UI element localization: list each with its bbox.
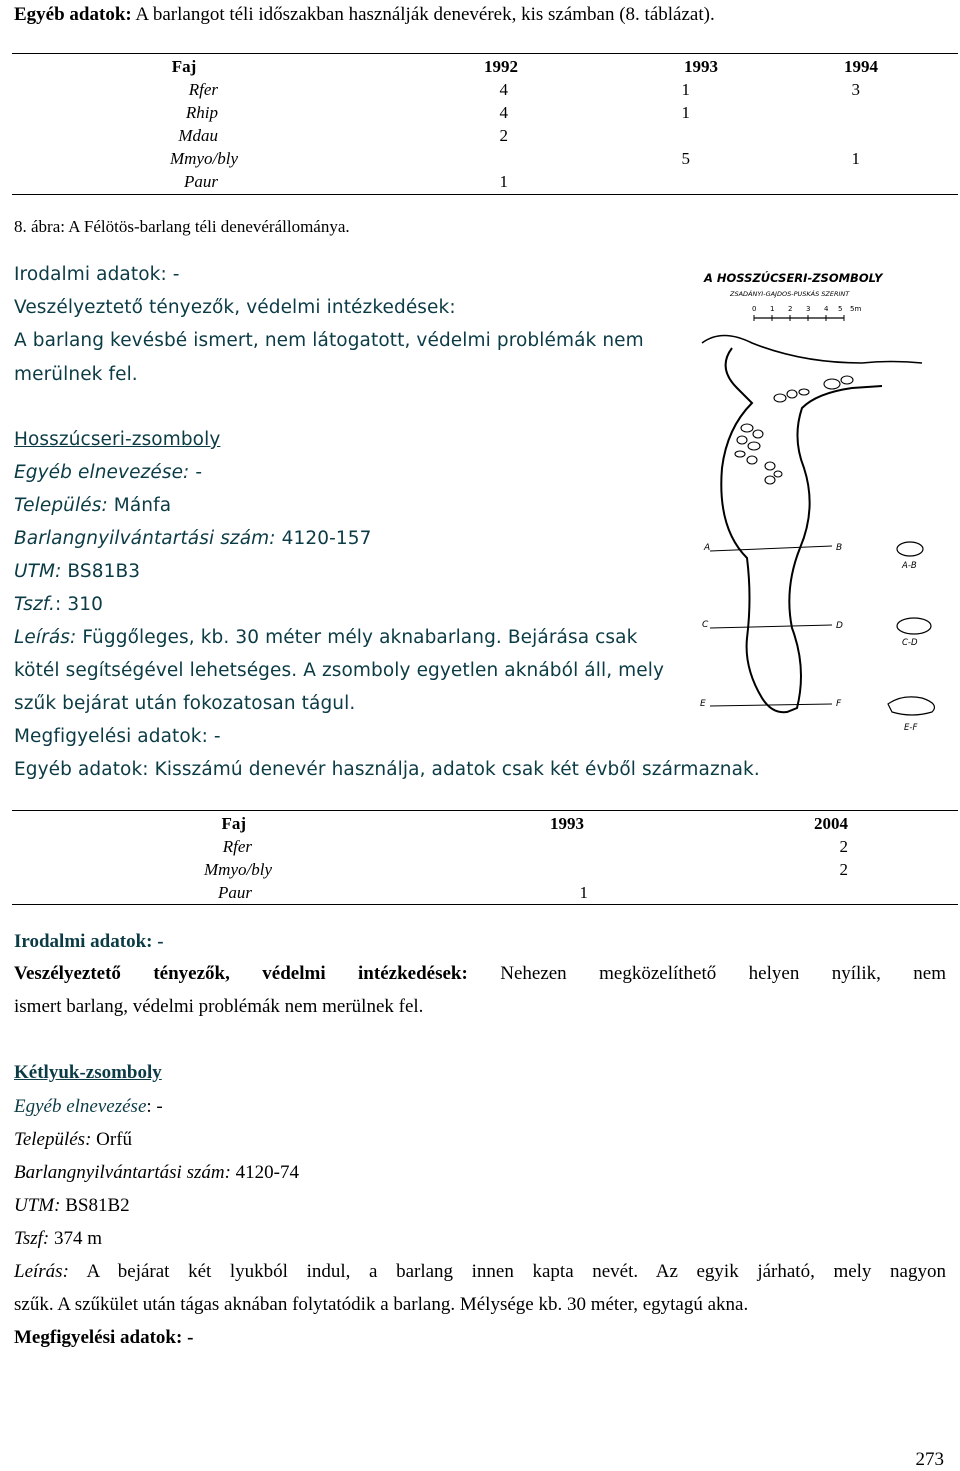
s2-leiras-text1: Függőleges, kb. 30 méter mély aknabarlang. Bejárása csak: [76, 627, 638, 648]
scale-label: 5: [838, 305, 843, 313]
s4-leiras-text1: A bejárat két lyukból indul, a barlang innen kapta nevét. Az egyik járható, mely nagyon: [68, 1261, 946, 1282]
intro-line: [14, 4, 715, 26]
s1-veszely-line1: A barlang kevésbé ismert, nem látogatott, védelmi problémák nem: [14, 330, 644, 351]
s2-title: Hosszúcseri-zsomboly: [14, 429, 221, 450]
table-cell: [518, 170, 718, 193]
s2-egyeb: [14, 462, 202, 484]
s4-telepules: [14, 1129, 132, 1151]
map-section-ef: [888, 697, 934, 715]
s1-veszely-label: Veszélyeztető tényezők, védelmi intézkedések:: [14, 297, 456, 318]
s1-irodalmi: [14, 264, 180, 286]
table1-header-row: [12, 55, 958, 78]
map-label: C: [702, 620, 709, 630]
table-row: [12, 124, 958, 147]
s2-egyeb-adatok: [14, 759, 760, 781]
map-subtitle: ZSADÁNYI-GAJDOS-PUSKÁS SZERINT: [730, 290, 850, 298]
table-cell: [588, 881, 958, 904]
s3-veszely-line1: [14, 963, 946, 985]
s2-egyeb-label: Egyéb elnevezése:: [14, 462, 190, 483]
table-cell: [518, 124, 718, 147]
s2-leiras-label: Leírás:: [14, 627, 77, 648]
table-row: [12, 101, 958, 124]
s2-tszf-value: : 310: [55, 594, 103, 615]
s2-leiras-line2: kötél segítségével lehetséges. A zsomboly egyetlen aknából áll, mely: [14, 660, 665, 681]
s2-megfig: [14, 726, 221, 748]
table1-bottom-rule: [12, 194, 958, 195]
s2-szam-label: Barlangnyilvántartási szám:: [14, 528, 276, 549]
intro-label: Egyéb adatok:: [14, 4, 132, 25]
table-cell: Rfer: [188, 80, 218, 99]
table2-header-row: [12, 812, 958, 835]
s2-egyeb-value: -: [189, 462, 203, 483]
map-label: E: [700, 699, 706, 709]
s2-tszf: [14, 594, 103, 616]
s4-egyeb-label: Egyéb elnevezése: [14, 1096, 147, 1117]
table-cell: 2: [839, 837, 848, 856]
table-cell: Mmyo/bly: [204, 860, 272, 879]
table-cell: [718, 101, 958, 124]
s1-veszely-heading: [14, 297, 456, 319]
table-row: [12, 170, 958, 193]
table-row: [12, 858, 958, 881]
table-cell: Paur: [218, 883, 252, 902]
table-row: [12, 881, 958, 904]
table1: [12, 55, 958, 193]
table-cell: 4: [499, 80, 508, 99]
scale-label: 3: [806, 305, 811, 313]
table-row: [12, 78, 958, 101]
s4-szam: [14, 1162, 299, 1184]
table-cell: 2: [499, 126, 508, 145]
s2-szam: [14, 528, 372, 550]
s4-utm: [14, 1195, 130, 1217]
s4-szam-value: 4120-74: [230, 1162, 299, 1183]
map-surface: [702, 336, 922, 364]
table-cell: [278, 147, 518, 170]
table2-header: 1993: [550, 814, 584, 833]
s4-utm-label: UTM:: [14, 1195, 61, 1216]
table1-header: 1993: [684, 57, 718, 76]
scale-label: 0: [752, 305, 757, 313]
page-number: 273: [915, 1449, 944, 1470]
s4-tszf: [14, 1228, 102, 1250]
map-title: A HOSSZÚCSERI-ZSOMBOLY: [704, 271, 883, 285]
s2-telepules-label: Település:: [14, 495, 108, 516]
s4-egyeb: [14, 1096, 163, 1118]
s2-utm-label: UTM:: [14, 561, 62, 582]
s3-irodalmi: Irodalmi adatok: -: [14, 931, 164, 952]
table2-bottom-rule: [12, 904, 958, 905]
map-label: A-B: [902, 561, 917, 571]
s2-egyeb-adatok-value: Kisszámú denevér használja, adatok csak két évből származnak.: [148, 759, 760, 780]
s3-veszely-label: Veszélyeztető tényezők, védelmi intézkedések:: [14, 963, 468, 984]
map-label: F: [836, 699, 842, 709]
table-cell: Rhip: [185, 103, 218, 122]
table-cell: 4: [499, 103, 508, 122]
s3-veszely-text1: Nehezen megközelíthető helyen nyílik, nem: [467, 963, 946, 984]
map-label: A: [704, 543, 711, 553]
table1-header: Faj: [171, 57, 197, 76]
s4-telepules-value: Orfű: [91, 1129, 133, 1150]
s4-leiras-line1: [14, 1261, 946, 1283]
map-label: B: [836, 543, 843, 553]
scale-label: 4: [824, 305, 829, 313]
table-cell: Mmyo/bly: [170, 149, 238, 168]
s2-utm-value: BS81B3: [61, 561, 141, 582]
table1-caption: 8. ábra: A Félötös-barlang téli denevérállománya.: [14, 217, 350, 236]
table-cell: 3: [851, 80, 860, 99]
table-cell: 1: [579, 883, 588, 902]
map-shaft-outline: [721, 348, 882, 712]
s4-telepules-label: Település:: [14, 1129, 92, 1150]
s4-leiras-label: Leírás:: [14, 1261, 69, 1282]
table-cell: 1: [681, 80, 690, 99]
s4-megfig: Megfigyelési adatok: -: [14, 1327, 194, 1348]
table-cell: [272, 835, 588, 858]
table-cell: [272, 858, 588, 881]
s2-megfig-value: : -: [201, 726, 221, 747]
s3-veszely-line2: ismert barlang, védelmi problémák nem merülnek fel.: [14, 996, 424, 1017]
table-cell: Paur: [184, 172, 218, 191]
table2-header: Faj: [221, 814, 246, 833]
s1-veszely-line2: merülnek fel.: [14, 364, 138, 385]
s4-leiras-line2: szűk. A szűkület után tágas aknában folytatódik a barlang. Mélysége kb. 30 méter, egytagú akna.: [14, 1294, 749, 1315]
table-cell: 1: [851, 149, 860, 168]
s2-szam-value: 4120-157: [275, 528, 372, 549]
table1-header: 1992: [484, 57, 518, 76]
s2-telepules-value: Mánfa: [107, 495, 172, 516]
table1-header: 1994: [844, 57, 878, 76]
scale-label: 1: [770, 305, 775, 313]
table1-top-rule: [12, 53, 958, 54]
intro-text: A barlangot téli időszakban használják denevérek, kis számban (8. táblázat).: [131, 4, 715, 25]
table-cell: 1: [681, 103, 690, 122]
table-cell: Mdau: [178, 126, 218, 145]
s1-irodalmi-text: Irodalmi adatok: -: [14, 264, 180, 285]
map-label: E-F: [904, 723, 918, 733]
map-section-ab: [897, 542, 923, 556]
map-scale-bar: [752, 305, 861, 321]
table-row: [12, 147, 958, 170]
map-label: D: [836, 621, 843, 631]
table-cell: 2: [839, 860, 848, 879]
map-label: C-D: [902, 638, 918, 648]
table2: [12, 812, 958, 904]
table-cell: 5: [681, 149, 690, 168]
s4-szam-label: Barlangnyilvántartási szám:: [14, 1162, 231, 1183]
table-cell: Rfer: [222, 837, 252, 856]
table-row: [12, 835, 958, 858]
s4-title: Kétlyuk-zsomboly: [14, 1062, 162, 1083]
s2-utm: [14, 561, 140, 583]
table-cell: [718, 124, 958, 147]
scale-label: 5m: [850, 305, 862, 313]
s2-megfig-label: Megfigyelési adatok: [14, 726, 202, 747]
table-cell: [718, 170, 958, 193]
table-cell: 1: [499, 172, 508, 191]
scale-label: 2: [788, 305, 793, 313]
s4-utm-value: BS81B2: [60, 1195, 130, 1216]
s2-leiras-line3: szűk bejárat után fokozatosan tágul.: [14, 693, 356, 714]
map-sections: [710, 546, 832, 706]
s2-tszf-label: Tszf.: [14, 594, 56, 615]
s2-leiras-line1: [14, 627, 637, 649]
s4-egyeb-value: : -: [146, 1096, 163, 1117]
s4-tszf-label: Tszf:: [14, 1228, 50, 1249]
map-section-cd: [897, 618, 931, 634]
s4-tszf-value: 374 m: [49, 1228, 102, 1249]
table2-header: 2004: [814, 814, 848, 833]
s2-egyeb-adatok-label: Egyéb adatok:: [14, 759, 149, 780]
s2-telepules: [14, 495, 171, 517]
cave-map: [692, 268, 960, 738]
table2-top-rule: [12, 810, 958, 811]
